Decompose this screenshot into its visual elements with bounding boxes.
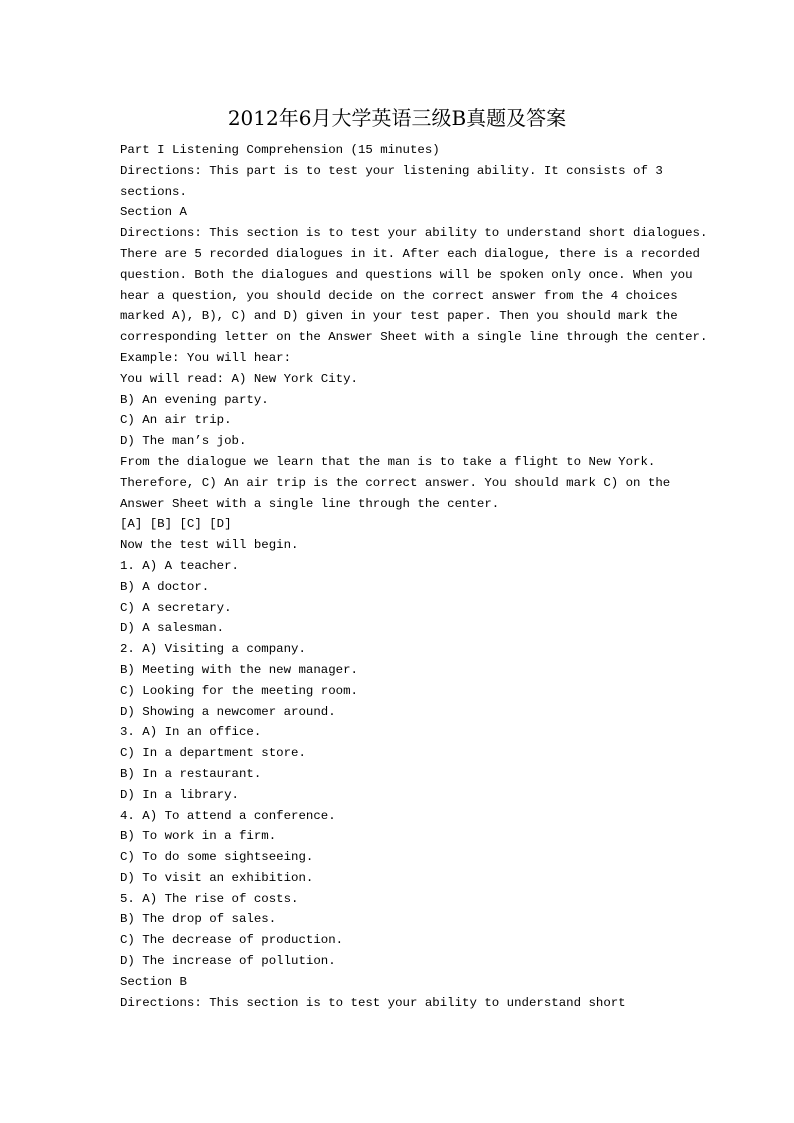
option-line: B) A doctor. [120,579,210,594]
question-line: 1. A) A teacher. [120,558,239,573]
text-line: [A] [B] [C] [D] [120,517,232,532]
document-title: 2012年6月大学英语三级B真题及答案 [227,106,567,130]
option-line: C) Looking for the meeting room. [120,683,358,698]
question-line: 3. A) In an office. [120,725,262,740]
section-heading: Section B [120,974,187,989]
option-line: B) The drop of sales. [120,912,277,927]
text-line: Example: You will hear: [120,350,292,365]
text-line: You will read: A) New York City. [120,371,358,386]
text-line: There are 5 recorded dialogues in it. After each dialogue, there is a recorded [120,246,700,261]
text-line: Now the test will begin. [120,538,299,553]
option-line: D) To visit an exhibition. [120,870,314,885]
text-line: Answer Sheet with a single line through the center. [120,496,500,511]
text-line: Directions: This section is to test your ability to understand short dialogues. [120,226,708,241]
document-body [120,140,708,1013]
option-line: D) In a library. [120,787,239,802]
option-line: C) A secretary. [120,600,232,615]
text-line: C) An air trip. [120,413,232,428]
text-line: hear a question, you should decide on the correct answer from the 4 choices [120,288,678,303]
option-line: C) In a department store. [120,746,306,761]
option-line: C) To do some sightseeing. [120,850,314,865]
text-line: B) An evening party. [120,392,269,407]
text-line: D) The man’s job. [120,434,247,449]
section-heading: Section A [120,205,187,220]
option-line: B) Meeting with the new manager. [120,662,358,677]
option-line: B) In a restaurant. [120,766,262,781]
text-line: marked A), B), C) and D) given in your test paper. Then you should mark the [120,309,678,324]
option-line: C) The decrease of production. [120,933,344,948]
question-line: 5. A) The rise of costs. [120,891,299,906]
option-line: D) A salesman. [120,621,225,636]
text-line: Therefore, C) An air trip is the correct answer. You should mark C) on the [120,475,671,490]
option-line: B) To work in a firm. [120,829,277,844]
question-line: 2. A) Visiting a company. [120,642,306,657]
text-line: corresponding letter on the Answer Sheet with a single line through the center. [120,330,708,345]
text-line: Directions: This part is to test your listening ability. It consists of 3 [120,163,663,178]
text-line: From the dialogue we learn that the man is to take a flight to New York. [120,454,656,469]
option-line: D) The increase of pollution. [120,954,336,969]
text-line: sections. [120,184,187,199]
text-line: Part I Listening Comprehension (15 minutes) [120,143,440,157]
question-line: 4. A) To attend a conference. [120,808,336,823]
option-line: D) Showing a newcomer around. [120,704,336,719]
text-line: Directions: This section is to test your ability to understand short [120,995,626,1010]
text-line: question. Both the dialogues and questions will be spoken only once. When you [120,267,693,282]
